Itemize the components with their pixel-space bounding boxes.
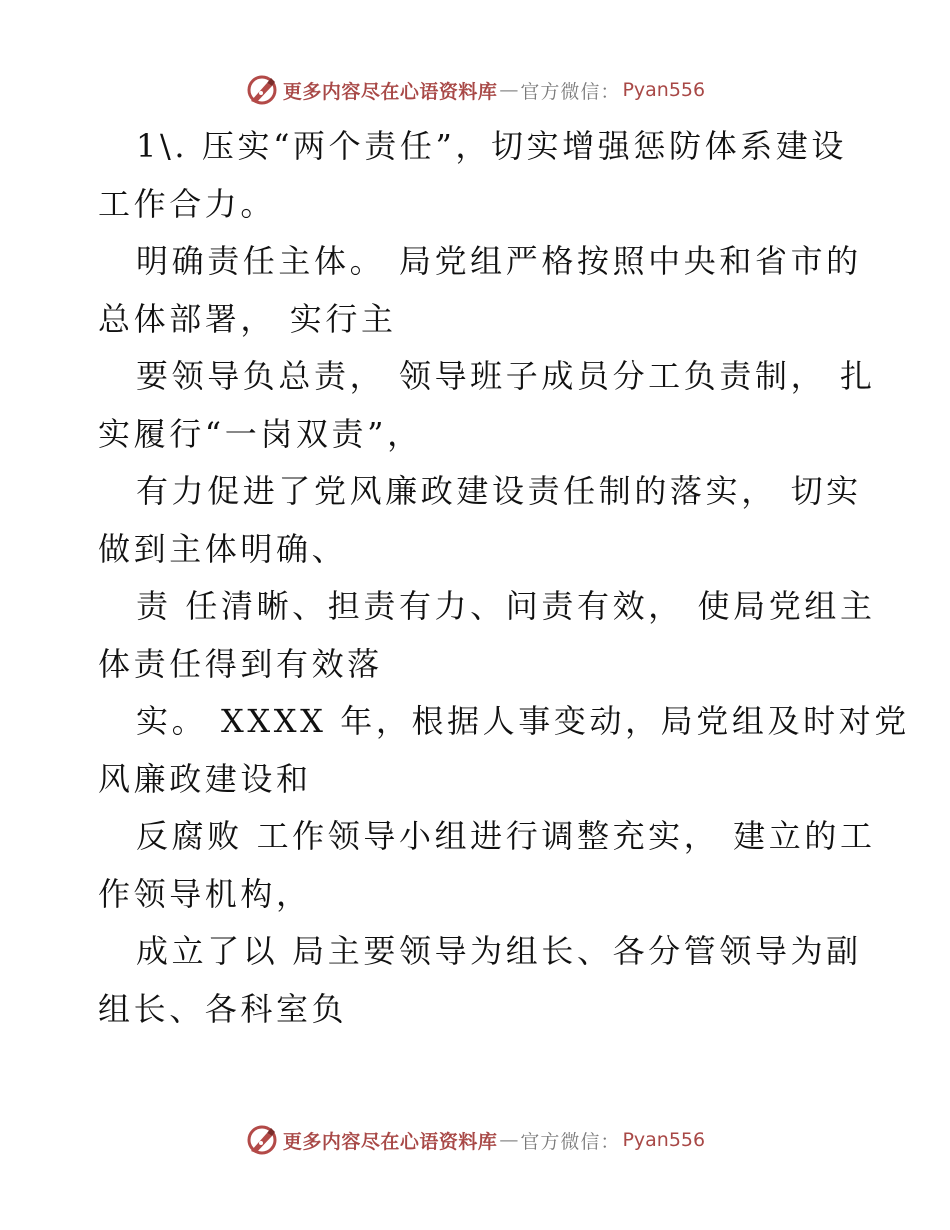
paragraph-line: 组长、各科室负 — [98, 989, 348, 1028]
paragraph-line: 明确责任主体。 局党组严格按照中央和省市的 — [136, 242, 862, 280]
paragraph-line: 实履行“一岗双责”， — [98, 414, 423, 453]
paragraph-4 — [98, 463, 862, 578]
paragraph-line: 要领导负总责， 领导班子成员分工负责制， 扎 — [136, 357, 876, 395]
paragraph-line: 实。 XXXX 年，根据人事变动，局党组及时对党 — [136, 702, 910, 740]
banner-wechat-label: 官方微信： — [520, 80, 621, 103]
banner-text: 更多内容尽在心语资料库 — [282, 1130, 498, 1153]
paragraph-8 — [98, 923, 862, 1038]
paragraph-2 — [98, 233, 862, 348]
paragraph-line: 成立了以 局主要领导为组长、各分管领导为副 — [136, 932, 862, 970]
paragraph-3 — [98, 348, 876, 463]
paragraph-5 — [98, 578, 876, 693]
paragraph-line: 责 任清晰、担责有力、问责有效， 使局党组主 — [136, 587, 876, 625]
paragraph-1 — [98, 118, 858, 233]
header-banner — [0, 70, 950, 110]
banner-text: 更多内容尽在心语资料库 — [282, 80, 498, 103]
banner-dash: — — [499, 1129, 519, 1151]
banner-wechat-id: Pyan556 — [622, 79, 706, 101]
banner-dash: — — [499, 79, 519, 101]
paragraph-7 — [98, 808, 876, 923]
pen-nib-logo-icon — [245, 1123, 279, 1157]
paragraph-line: 做到主体明确、 — [98, 529, 348, 568]
banner-wechat-id: Pyan556 — [622, 1129, 706, 1151]
paragraph-6 — [98, 693, 910, 808]
banner-wechat-label: 官方微信： — [520, 1130, 621, 1153]
paragraph-line: 有力促进了党风廉政建设责任制的落实， 切实 — [136, 472, 862, 510]
document-body — [98, 118, 910, 1038]
footer-banner — [0, 1120, 950, 1160]
paragraph-line: 反腐败 工作领导小组进行调整充实， 建立的工 — [136, 817, 876, 855]
pen-nib-logo-icon — [245, 73, 279, 107]
paragraph-line: 总体部署， 实行主 — [98, 299, 397, 338]
paragraph-line: 工作合力。 — [98, 184, 277, 223]
paragraph-line: 风廉政建设和 — [98, 759, 312, 798]
paragraph-line: 1\. 压实“两个责任”，切实增强惩防体系建设 — [136, 127, 848, 165]
paragraph-line: 体责任得到有效落 — [98, 644, 383, 683]
paragraph-line: 作领导机构， — [98, 874, 312, 913]
